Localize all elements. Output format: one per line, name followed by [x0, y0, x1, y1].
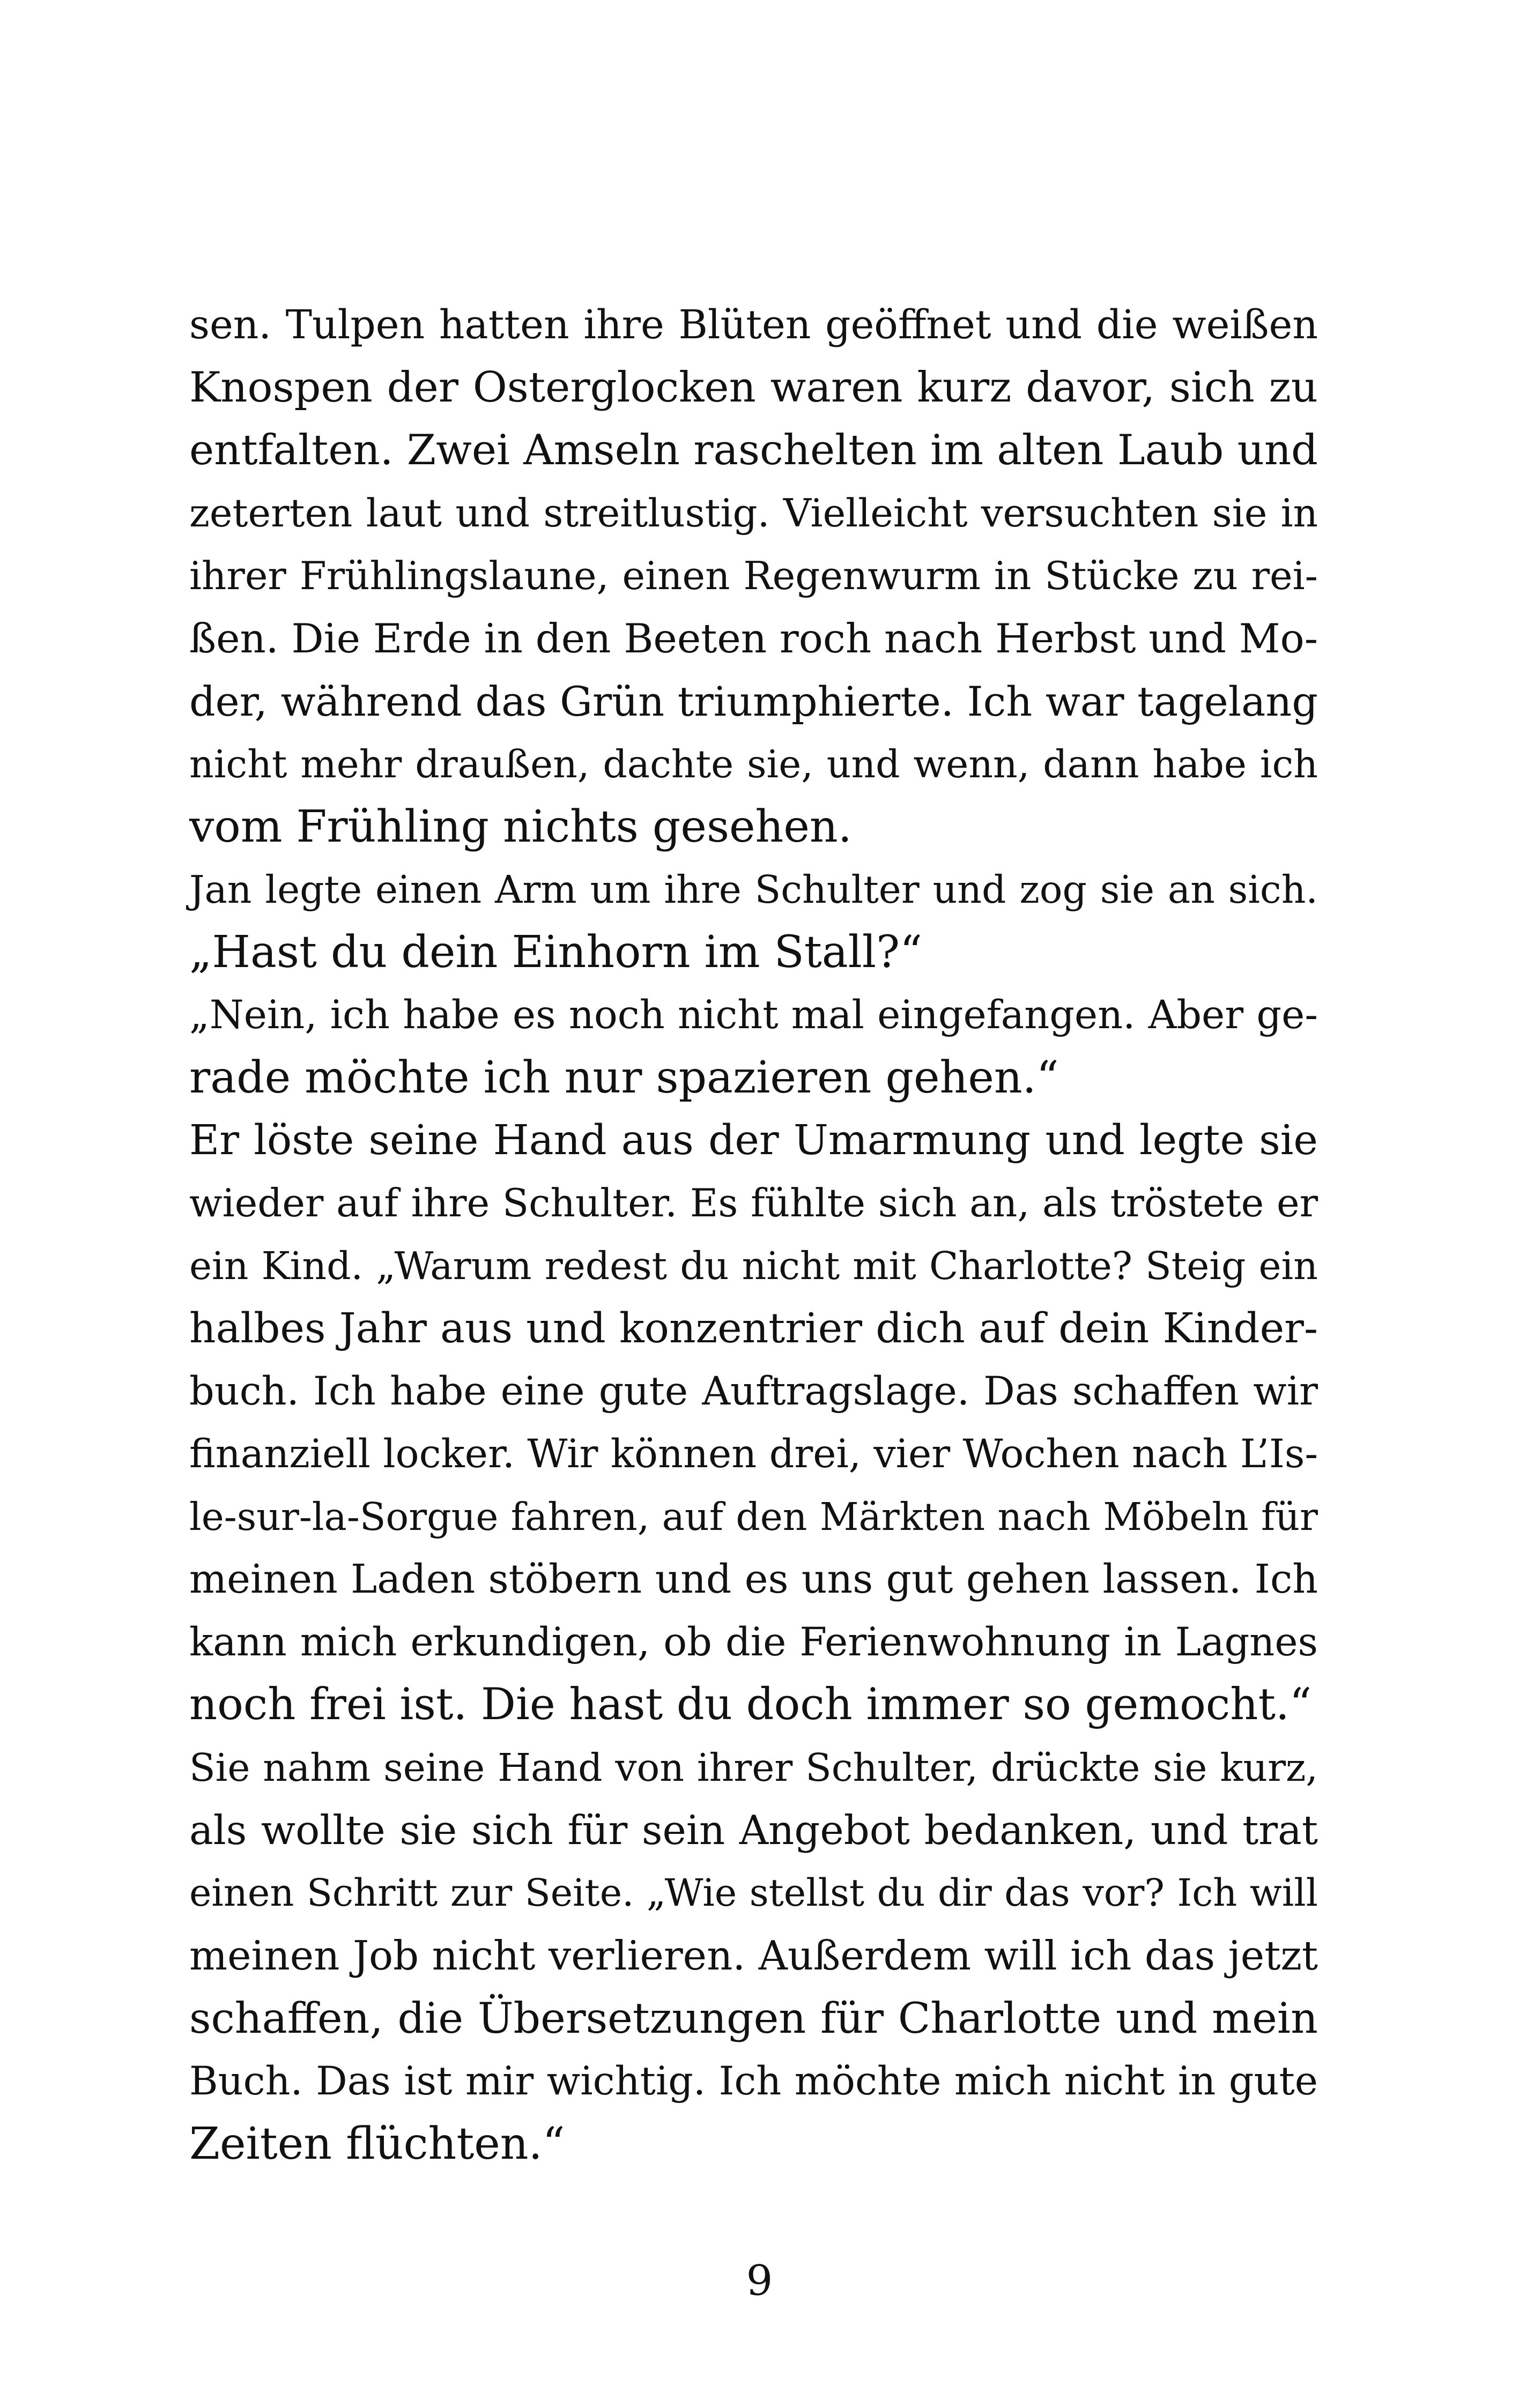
text-line: sen. Tulpen hatten ihre Blüten geöffnet und die weißen: [189, 302, 1318, 348]
text-line: halbes Jahr aus und konzentrier dich auf dein Kinder-: [189, 1305, 1318, 1352]
text-line: einen Schritt zur Seite. „Wie stellst du dir das vor? Ich will: [189, 1871, 1318, 1915]
text-line: nicht mehr draußen, dachte sie, und wenn, dann habe ich: [189, 742, 1318, 786]
text-line: Buch. Das ist mir wichtig. Ich möchte mich nicht in gute: [189, 2058, 1318, 2104]
body-text: [189, 294, 1318, 2175]
text-line: ihrer Frühlingslaune, einen Regenwurm in Stücke zu rei-: [189, 553, 1318, 598]
text-line: zeterten laut und streitlustig. Vielleicht versuchten sie in: [189, 490, 1318, 536]
text-line: „Nein, ich habe es noch nicht mal eingefangen. Aber ge-: [189, 992, 1318, 1038]
text-line: als wollte sie sich für sein Angebot bedanken, und trat: [189, 1807, 1318, 1854]
text-line: Sie nahm seine Hand von ihrer Schulter, drückte sie kurz,: [189, 1745, 1318, 1790]
text-line: ein Kind. „Warum redest du nicht mit Charlotte? Steig ein: [189, 1244, 1318, 1288]
text-line: Zeiten flüchten.“: [189, 2119, 565, 2169]
text-line: buch. Ich habe eine gute Auftragslage. Das schaffen wir: [189, 1369, 1318, 1414]
text-line: „Hast du dein Einhorn im Stall?“: [189, 927, 923, 978]
text-line: vom Frühling nichts gesehen.: [189, 801, 852, 852]
text-line: rade möchte ich nur spazieren gehen.“: [189, 1052, 1059, 1103]
text-line: Knospen der Osterglocken waren kurz davor, sich zu: [189, 363, 1318, 412]
text-line: meinen Job nicht verlieren. Außerdem will ich das jetzt: [189, 1932, 1318, 1979]
text-line: finanziell locker. Wir können drei, vier Wochen nach L’Is-: [189, 1431, 1318, 1477]
text-line: Jan legte einen Arm um ihre Schulter und zog sie an sich.: [189, 867, 1318, 912]
text-line: kann mich erkundigen, ob die Ferienwohnung in Lagnes: [189, 1619, 1318, 1665]
page-number: 9: [746, 2257, 773, 2305]
text-line: noch frei ist. Die hast du doch immer so gemocht.“: [189, 1679, 1312, 1730]
text-line: le-sur-la-Sorgue fahren, auf den Märkten nach Möbeln für: [189, 1495, 1318, 1539]
text-line: schaffen, die Übersetzungen für Charlotte und mein: [189, 1994, 1318, 2043]
text-line: der, während das Grün triumphierte. Ich war tagelang: [189, 678, 1318, 725]
text-line: meinen Laden stöbern und es uns gut gehen lassen. Ich: [189, 1556, 1318, 1602]
text-line: wieder auf ihre Schulter. Es fühlte sich an, als tröstete er: [189, 1180, 1318, 1225]
text-line: Er löste seine Hand aus der Umarmung und legte sie: [189, 1117, 1318, 1164]
text-line: entfalten. Zwei Amseln raschelten im alten Laub und: [189, 426, 1318, 474]
text-line: ßen. Die Erde in den Beeten roch nach Herbst und Mo-: [189, 615, 1318, 662]
